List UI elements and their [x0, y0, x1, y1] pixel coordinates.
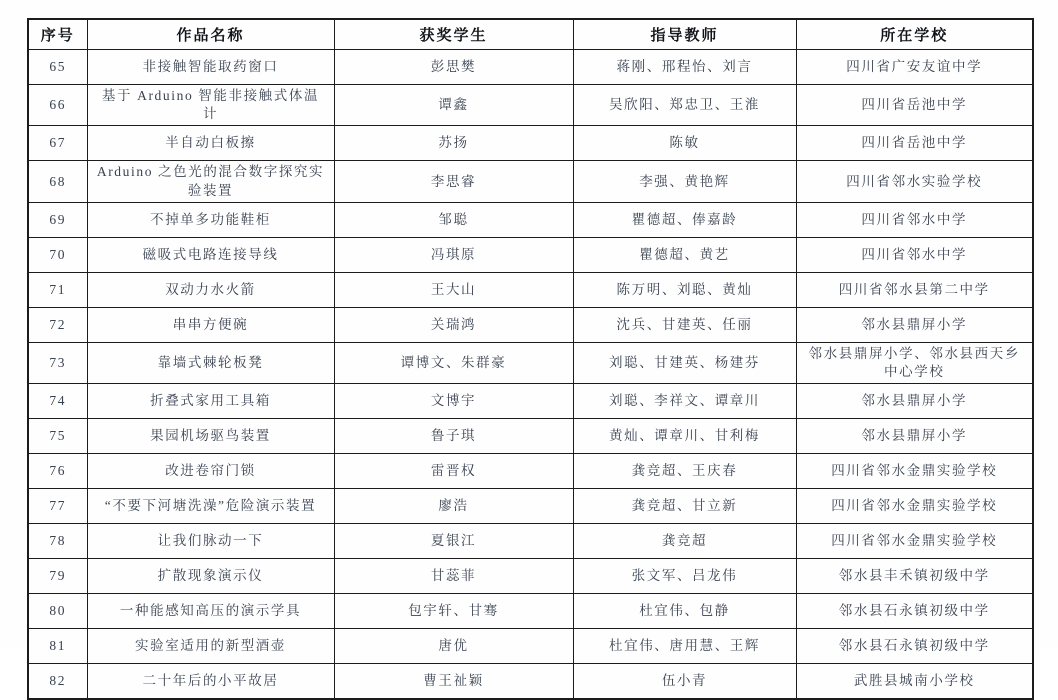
- table-cell: 82: [28, 664, 87, 700]
- table-cell: 双动力水火箭: [87, 272, 334, 307]
- table-cell: 刘聪、甘建英、杨建芬: [573, 342, 796, 383]
- table-cell: 雷晋权: [334, 454, 573, 489]
- table-row: [28, 594, 1033, 629]
- table-cell: 不掉单多功能鞋柜: [87, 202, 334, 237]
- table-cell: 四川省岳池中学: [796, 85, 1033, 126]
- table-cell: 李强、黄艳辉: [573, 161, 796, 202]
- table-cell: 邻水县石永镇初级中学: [796, 629, 1033, 664]
- table-cell: 陈敏: [573, 126, 796, 161]
- table-cell: 包宇轩、甘骞: [334, 594, 573, 629]
- table-cell: 黄灿、谭章川、甘利梅: [573, 419, 796, 454]
- award-list-table: [27, 18, 1034, 700]
- table-cell: 蒋刚、邢程怡、刘言: [573, 50, 796, 85]
- table-cell: 甘蕊菲: [334, 559, 573, 594]
- table-cell: 吴欣阳、郑忠卫、王淮: [573, 85, 796, 126]
- table-row: [28, 489, 1033, 524]
- table-cell: 扩散现象演示仪: [87, 559, 334, 594]
- table-cell: 77: [28, 489, 87, 524]
- table-cell: 半自动白板擦: [87, 126, 334, 161]
- table-cell: 龚竞超、甘立新: [573, 489, 796, 524]
- table-cell: 果园机场驱鸟装置: [87, 419, 334, 454]
- table-row: [28, 419, 1033, 454]
- table-row: [28, 50, 1033, 85]
- table-cell: 谭博文、朱群豪: [334, 342, 573, 383]
- table-cell: 邻水县丰禾镇初级中学: [796, 559, 1033, 594]
- table-cell: 张文军、吕龙伟: [573, 559, 796, 594]
- table-cell: “不要下河塘洗澡”危险演示装置: [87, 489, 334, 524]
- header-school: 所在学校: [796, 19, 1033, 50]
- table-cell: 王大山: [334, 272, 573, 307]
- table-cell: 80: [28, 594, 87, 629]
- table-cell: 刘聪、李祥文、谭章川: [573, 384, 796, 419]
- table-cell: 四川省岳池中学: [796, 126, 1033, 161]
- table-cell: 一种能感知高压的演示学具: [87, 594, 334, 629]
- table-cell: 曹王祉颖: [334, 664, 573, 700]
- table-cell: 78: [28, 524, 87, 559]
- table-cell: 夏银江: [334, 524, 573, 559]
- table-row: [28, 384, 1033, 419]
- header-row: [28, 19, 1033, 50]
- table-row: [28, 85, 1033, 126]
- table-cell: 武胜县城南小学校: [796, 664, 1033, 700]
- table-cell: 四川省邻水中学: [796, 202, 1033, 237]
- table-cell: 文博宇: [334, 384, 573, 419]
- table-row: [28, 524, 1033, 559]
- table-cell: 四川省邻水县第二中学: [796, 272, 1033, 307]
- table-cell: 杜宜伟、包静: [573, 594, 796, 629]
- table-row: [28, 454, 1033, 489]
- table-cell: 谭鑫: [334, 85, 573, 126]
- table-cell: 67: [28, 126, 87, 161]
- table-row: [28, 629, 1033, 664]
- header-awarded-students: 获奖学生: [334, 19, 573, 50]
- table-row: [28, 126, 1033, 161]
- table-cell: 陈万明、刘聪、黄灿: [573, 272, 796, 307]
- table-cell: 65: [28, 50, 87, 85]
- table-cell: 四川省邻水金鼎实验学校: [796, 524, 1033, 559]
- header-serial-number: 序号: [28, 19, 87, 50]
- table-cell: 四川省邻水金鼎实验学校: [796, 489, 1033, 524]
- table-cell: 非接触智能取药窗口: [87, 50, 334, 85]
- table-cell: 四川省广安友谊中学: [796, 50, 1033, 85]
- table-row: [28, 272, 1033, 307]
- table-cell: 冯琪原: [334, 237, 573, 272]
- table-cell: 瞿德超、黄艺: [573, 237, 796, 272]
- table-cell: 邻水县石永镇初级中学: [796, 594, 1033, 629]
- table-cell: 龚竞超、王庆春: [573, 454, 796, 489]
- table-cell: 邻水县鼎屏小学: [796, 307, 1033, 342]
- table-cell: 折叠式家用工具箱: [87, 384, 334, 419]
- table-cell: 四川省邻水金鼎实验学校: [796, 454, 1033, 489]
- table-cell: 68: [28, 161, 87, 202]
- table-cell: 唐优: [334, 629, 573, 664]
- table-row: [28, 307, 1033, 342]
- table-cell: 四川省邻水实验学校: [796, 161, 1033, 202]
- table-cell: 靠墙式棘轮板凳: [87, 342, 334, 383]
- table-cell: 实验室适用的新型酒壶: [87, 629, 334, 664]
- table-cell: 李思睿: [334, 161, 573, 202]
- table-cell: 串串方便碗: [87, 307, 334, 342]
- table-cell: 让我们脉动一下: [87, 524, 334, 559]
- table-cell: 66: [28, 85, 87, 126]
- table-cell: 鲁子琪: [334, 419, 573, 454]
- table-cell: 75: [28, 419, 87, 454]
- table-cell: 79: [28, 559, 87, 594]
- table-cell: 四川省邻水中学: [796, 237, 1033, 272]
- table-cell: 关瑞鸿: [334, 307, 573, 342]
- table-cell: 70: [28, 237, 87, 272]
- table-cell: 龚竞超: [573, 524, 796, 559]
- table-row: [28, 202, 1033, 237]
- table-cell: 二十年后的小平故居: [87, 664, 334, 700]
- table-row: [28, 342, 1033, 383]
- table-cell: 伍小青: [573, 664, 796, 700]
- table-header: [28, 19, 1033, 50]
- table-row: [28, 237, 1033, 272]
- table-cell: 69: [28, 202, 87, 237]
- table-row: [28, 664, 1033, 700]
- table-row: [28, 559, 1033, 594]
- table-cell: 彭思樊: [334, 50, 573, 85]
- header-supervising-teachers: 指导教师: [573, 19, 796, 50]
- table-body: [28, 50, 1033, 700]
- table-cell: 73: [28, 342, 87, 383]
- table-cell: 廖浩: [334, 489, 573, 524]
- table-cell: 81: [28, 629, 87, 664]
- table-cell: 瞿德超、俸嘉龄: [573, 202, 796, 237]
- table-cell: 改进卷帘门锁: [87, 454, 334, 489]
- table-cell: 磁吸式电路连接导线: [87, 237, 334, 272]
- table-cell: Arduino 之色光的混合数字探究实验装置: [87, 161, 334, 202]
- header-work-title: 作品名称: [87, 19, 334, 50]
- table-cell: 72: [28, 307, 87, 342]
- table-cell: 邻水县鼎屏小学: [796, 419, 1033, 454]
- table-cell: 基于 Arduino 智能非接触式体温计: [87, 85, 334, 126]
- table-cell: 71: [28, 272, 87, 307]
- table-cell: 沈兵、甘建英、任丽: [573, 307, 796, 342]
- table-cell: 苏扬: [334, 126, 573, 161]
- table-cell: 杜宜伟、唐用慧、王辉: [573, 629, 796, 664]
- table-cell: 邻水县鼎屏小学、邻水县西天乡中心学校: [796, 342, 1033, 383]
- table-cell: 76: [28, 454, 87, 489]
- table-row: [28, 161, 1033, 202]
- table-cell: 74: [28, 384, 87, 419]
- table-cell: 邻水县鼎屏小学: [796, 384, 1033, 419]
- table-cell: 邹聪: [334, 202, 573, 237]
